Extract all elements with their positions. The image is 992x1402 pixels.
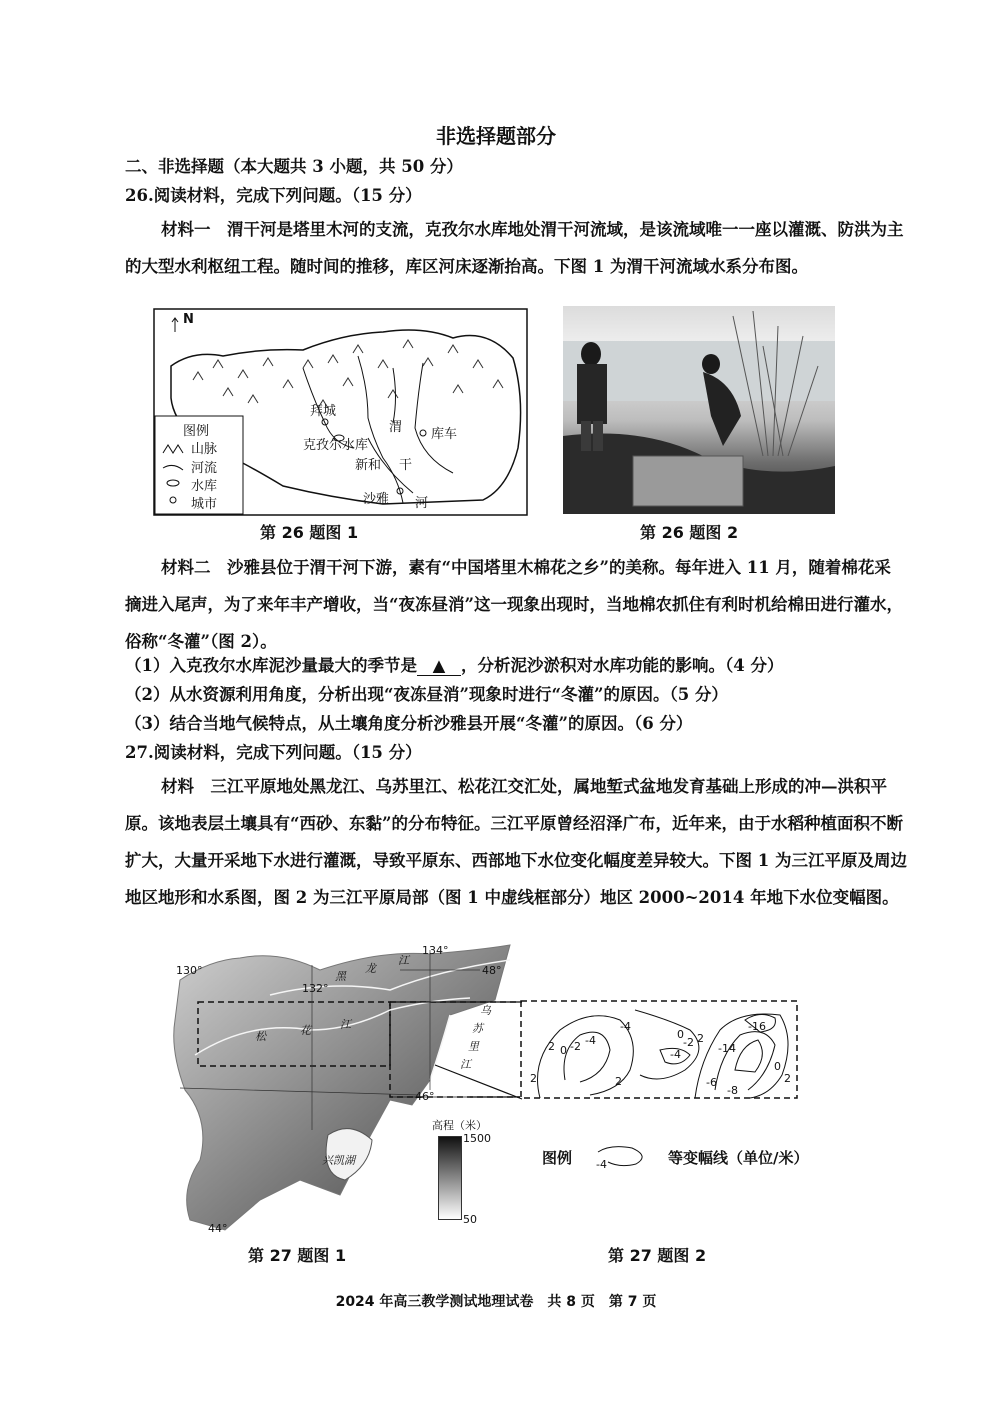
lon-130: 130° bbox=[176, 964, 203, 977]
contour-label-15: 2 bbox=[530, 1072, 537, 1085]
river-wusuli-4: 江 bbox=[460, 1058, 471, 1071]
label-shaya: 沙雅 bbox=[363, 492, 390, 507]
fig2-legend-sample: -4 bbox=[596, 1158, 607, 1171]
q26-fig1-map bbox=[153, 308, 528, 516]
contour-label-7: 2 bbox=[697, 1032, 704, 1045]
contour-label-16: 2 bbox=[615, 1075, 622, 1088]
contour-label-2: -2 bbox=[570, 1040, 581, 1053]
contour-label-0: 2 bbox=[548, 1040, 555, 1053]
contour-label-14: -8 bbox=[727, 1084, 738, 1097]
contour-label-10: -14 bbox=[718, 1042, 736, 1055]
river-wusuli-1: 乌 bbox=[480, 1004, 491, 1017]
lat-48: 48° bbox=[482, 964, 502, 977]
river-wusuli-3: 里 bbox=[468, 1040, 479, 1053]
q26-material1: 材料一 渭干河是塔里木河的支流，克孜尔水库地处渭干河流域，是该流域唯一一座以灌溉、防洪为主的大型水利枢纽工程。随时间的推移，库区河床逐渐抬高。下图 1 为渭干河流域水系分布图。 bbox=[125, 220, 904, 276]
label-xinhe: 新和 bbox=[355, 458, 382, 473]
lat-46: 46° bbox=[415, 1090, 435, 1103]
river-wusuli-2: 苏 bbox=[472, 1022, 483, 1035]
q27-fig1-caption: 第 27 题图 1 bbox=[248, 1246, 347, 1265]
section-title: 非选择题部分 bbox=[436, 124, 556, 148]
q27-heading: 27.阅读材料，完成下列问题。（15 分） bbox=[125, 743, 422, 762]
contour-label-13: -6 bbox=[706, 1076, 717, 1089]
label-he: 河 bbox=[415, 496, 429, 511]
fig2-legend-text: 等变幅线（单位/米） bbox=[668, 1149, 809, 1167]
q27-fig2-caption: 第 27 题图 2 bbox=[608, 1246, 707, 1265]
legend-city: 城市 bbox=[191, 497, 218, 512]
legend-mountain: 山脉 bbox=[191, 442, 218, 457]
legend-river: 河流 bbox=[191, 461, 218, 476]
q1-text-b: ，分析泥沙淤积对水库功能的影响。（4 分） bbox=[460, 656, 784, 675]
river-heilong-2: 龙 bbox=[365, 962, 376, 975]
river-heilong-3: 江 bbox=[398, 954, 409, 967]
q26-material2: 材料二 沙雅县位于渭干河下游，素有“中国塔里木棉花之乡”的美称。每年进入 11 月，随着棉花采摘进入尾声，为了来年丰产增收，当“夜冻昼消”这一现象出现时，当地棉农抓住有利时机给棉田进行灌水，俗称“冬灌”（图 2）。 bbox=[125, 558, 903, 651]
river-songhua-3: 江 bbox=[340, 1018, 351, 1031]
lat-44: 44° bbox=[208, 1222, 228, 1235]
contour-label-11: 0 bbox=[774, 1060, 781, 1073]
q27-fig2-contour-map bbox=[520, 1000, 798, 1100]
page-footer: 2024 年高三教学测试地理试卷 共 8 页 第 7 页 bbox=[335, 1294, 657, 1310]
q26-fig1-caption: 第 26 题图 1 bbox=[260, 523, 359, 542]
answer-blank[interactable]: ▲ bbox=[417, 656, 461, 676]
q26-question1 bbox=[125, 652, 783, 676]
elevation-max: 1500 bbox=[463, 1132, 491, 1145]
label-kuche: 库车 bbox=[431, 427, 458, 442]
elevation-scale-bar bbox=[438, 1136, 462, 1220]
q26-fig2-caption: 第 26 题图 2 bbox=[640, 523, 739, 542]
north-arrow-label: N bbox=[183, 312, 194, 327]
q26-question3: （3）结合当地气候特点，从土壤角度分析沙雅县开展“冬灌”的原因。（6 分） bbox=[125, 714, 693, 733]
lon-134: 134° bbox=[422, 944, 449, 957]
river-songhua-1: 松 bbox=[255, 1030, 266, 1043]
lon-132: 132° bbox=[302, 982, 329, 995]
legend-title: 图例 bbox=[183, 424, 210, 439]
zoom-connector-lines bbox=[390, 995, 530, 1105]
contour-label-9: -16 bbox=[748, 1020, 766, 1033]
fig2-legend-title: 图例 bbox=[542, 1149, 573, 1167]
label-wei: 渭 bbox=[389, 420, 403, 435]
contour-label-4: -4 bbox=[620, 1020, 631, 1033]
q1-text-a: （1）入克孜尔水库泥沙量最大的季节是 bbox=[125, 656, 417, 675]
river-songhua-2: 花 bbox=[300, 1024, 311, 1037]
elevation-title: 高程（米） bbox=[432, 1119, 487, 1132]
contour-label-5: 0 bbox=[677, 1028, 684, 1041]
q26-heading: 26.阅读材料，完成下列问题。（15 分） bbox=[125, 186, 422, 205]
contour-label-8: -4 bbox=[670, 1048, 681, 1061]
q26-fig2-photo bbox=[563, 306, 835, 514]
river-heilong-1: 黑 bbox=[335, 970, 346, 983]
part-heading: 二、非选择题（本大题共 3 小题，共 50 分） bbox=[125, 157, 463, 176]
q27-material: 材料 三江平原地处黑龙江、乌苏里江、松花江交汇处，属地堑式盆地发育基础上形成的冲—洪积平原。该地表层土壤具有“西砂、东黏”的分布特征。三江平原曾经沼泽广布，近年来，由于水稻种植面积不断扩大，大量开采地下水进行灌溉，导致平原东、西部地下水位变化幅度差异较大。下图 1 为三江平原及周边地区地形和水系图，图 2 为三江平原局部（图 1 中虚线框部分）地区 2000~2014 年地下水位变幅图。 bbox=[125, 777, 907, 907]
label-kezier: 克孜尔水库 bbox=[303, 438, 369, 453]
q26-question2: （2）从水资源利用角度，分析出现“夜冻昼消”现象时进行“冬灌”的原因。（5 分） bbox=[125, 685, 728, 704]
contour-label-3: -4 bbox=[585, 1034, 596, 1047]
contour-label-1: 0 bbox=[560, 1044, 567, 1057]
elevation-min: 50 bbox=[463, 1213, 477, 1226]
lake-xingkai: 兴凯湖 bbox=[322, 1154, 355, 1167]
label-baicheng: 拜城 bbox=[310, 404, 337, 419]
contour-label-12: 2 bbox=[784, 1072, 791, 1085]
label-gan: 干 bbox=[399, 458, 413, 473]
contour-label-6: -2 bbox=[683, 1036, 694, 1049]
legend-reservoir: 水库 bbox=[191, 479, 218, 494]
